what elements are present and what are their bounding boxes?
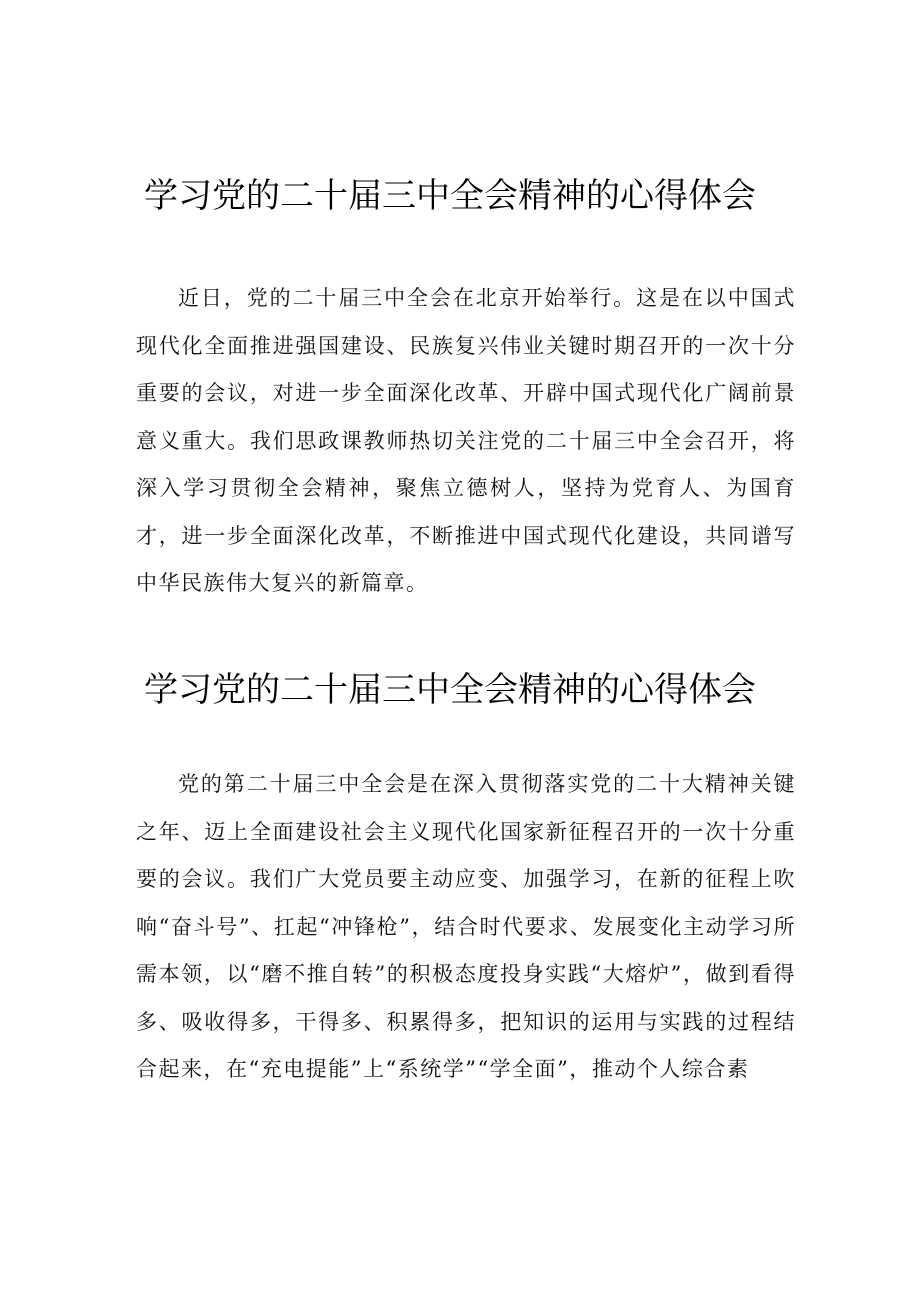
article-1: [136, 176, 796, 608]
article-2-title: 学习党的二十届三中全会精神的心得体会: [144, 670, 756, 710]
article-2-body: 党的第二十届三中全会是在深入贯彻落实党的二十大精神关键之年、迈上全面建设社会主义现代化国家新征程召开的一次十分重要的会议。我们广大党员要主动应变、加强学习，在新的征程上吹响“奋斗号”、扛起“冲锋枪”，结合时代要求、发展变化主动学习所需本领，以“磨不推自转”的积极态度投身实践“大熔炉”，做到看得多、吸收得多，干得多、积累得多，把知识的运用与实践的过程结合起来，在“充电提能”上“系统学”“学全面”，推动个人综合素: [136, 772, 796, 1081]
article-1-title: 学习党的二十届三中全会精神的心得体会: [144, 176, 756, 216]
article-1-body: 近日，党的二十届三中全会在北京开始举行。这是在以中国式现代化全面推进强国建设、民族复兴伟业关键时期召开的一次十分重要的会议，对进一步全面深化改革、开辟中国式现代化广阔前景意义重大。我们思政课教师热切关注党的二十届三中全会召开，将深入学习贯彻全会精神，聚焦立德树人，坚持为党育人、为国育才，进一步全面深化改革，不断推进中国式现代化建设，共同谱写中华民族伟大复兴的新篇章。: [136, 286, 796, 595]
article-2: [136, 670, 796, 1094]
